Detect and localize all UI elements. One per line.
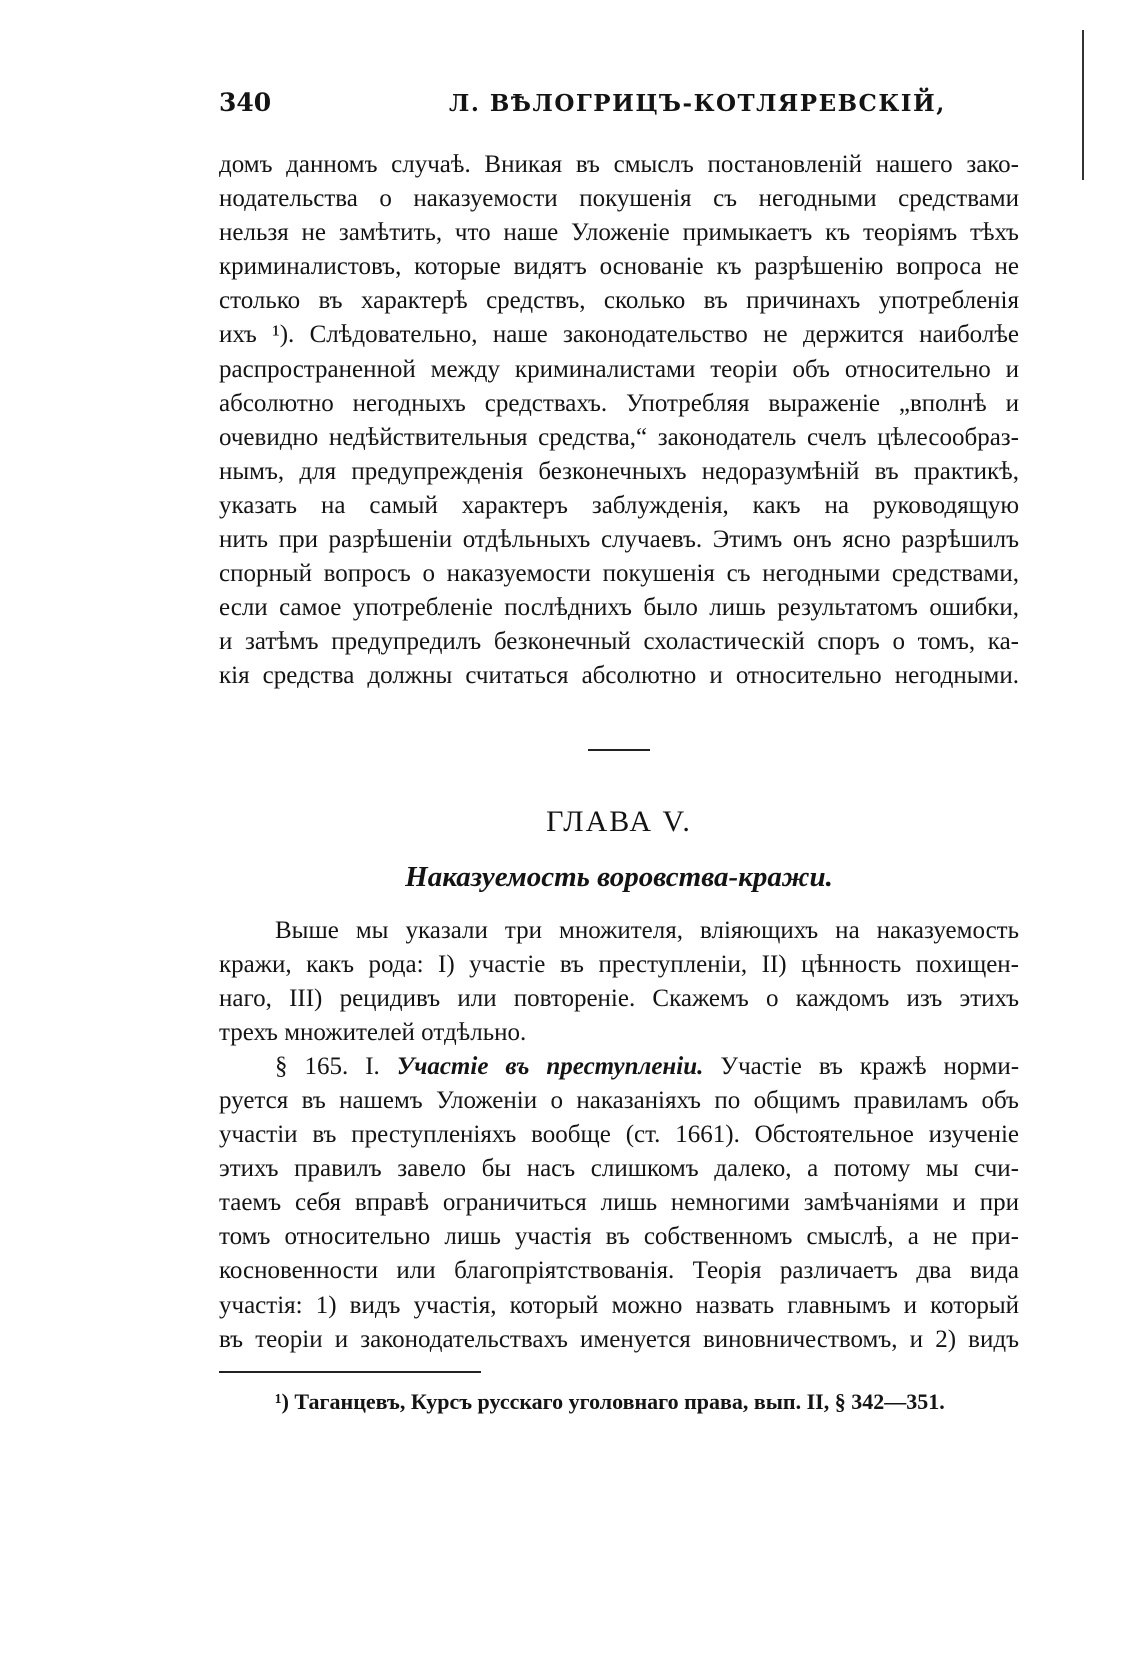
chapter-title: ГЛАВА V. — [546, 804, 692, 838]
text-line: спорный вопросъ о наказуемости покушенія съ негодными средствами, — [219, 560, 1019, 588]
text-line: нымъ, для предупрежденія безконечныхъ недоразумѣній въ практикѣ, — [219, 457, 1019, 485]
text-line: очевидно недѣйствительныя средства,“ законодатель счелъ цѣлесообраз- — [219, 423, 1019, 451]
page-edge-line — [1082, 30, 1084, 180]
section-heading-line — [219, 1050, 1019, 1084]
text-line: руется въ нашемъ Уложеніи о наказаніяхъ по общимъ правиламъ объ — [219, 1086, 1019, 1114]
running-header — [219, 88, 1019, 130]
text-line: криминалистовъ, которые видятъ основаніе къ разрѣшенію вопроса не — [219, 253, 1019, 281]
text-line: участія: 1) видъ участія, который можно назвать главнымъ и который — [219, 1291, 1019, 1319]
text-line: въ теоріи и законодательствахъ именуется виновничествомъ, и 2) видъ — [219, 1325, 1019, 1353]
text-line: распространенной между криминалистами теоріи объ относительно и — [219, 355, 1019, 383]
text-line: столько въ характерѣ средствъ, сколько въ причинахъ употребленія — [219, 287, 1019, 315]
text-line: таемъ себя вправѣ ограничиться лишь немногими замѣчаніями и при — [219, 1189, 1019, 1217]
text-line: этихъ правилъ завело бы насъ слишкомъ далеко, а потому мы счи- — [219, 1155, 1019, 1183]
text-line: нельзя не замѣтить, что наше Уложеніе примыкаетъ къ теоріямъ тѣхъ — [219, 219, 1019, 247]
text-line: нодательства о наказуемости покушенія съ негодными средствами — [219, 185, 1019, 213]
section-mark: § 165. I. — [275, 1052, 380, 1080]
footnote-text: Таганцевъ, Курсъ русскаго уголовнаго права, вып. II, § 342—351. — [294, 1388, 945, 1414]
paragraph-3 — [219, 1050, 1019, 1357]
text-line: косновенности или благопріятствованія. Теорія различаетъ два вида — [219, 1257, 1019, 1285]
text-line: нить при разрѣшеніи отдѣльныхъ случаевъ. Этимъ онъ ясно разрѣшилъ — [219, 526, 1019, 554]
text-line: абсолютно негодныхъ средствахъ. Употребляя выраженіе „вполнѣ и — [219, 389, 1019, 417]
page-number: 340 — [219, 88, 272, 117]
section-divider — [588, 749, 650, 751]
text-line: домъ данномъ случаѣ. Вникая въ смыслъ постановленій нашего зако- — [219, 151, 1019, 178]
chapter-subtitle: Наказуемость воровства-кражи. — [405, 860, 833, 893]
paragraph-1 — [219, 148, 1019, 694]
paragraph-2 — [219, 914, 1019, 1050]
text-line: кражи, какъ рода: I) участіе въ преступленіи, II) цѣнность похищен- — [219, 950, 1019, 978]
section-title: Участіе въ преступленіи. — [396, 1052, 704, 1080]
text-line: Выше мы указали три множителя, вліяющихъ на наказуемость — [275, 916, 1019, 944]
text-line: наго, III) рецидивъ или повтореніе. Скажемъ о каждомъ изъ этихъ — [219, 984, 1019, 1012]
text-fragment: Участіе въ кражѣ норми- — [720, 1052, 1020, 1080]
text-line: кія средства должны считаться абсолютно и относительно негодными. — [219, 662, 1019, 690]
text-line: томъ относительно лишь участія въ собственномъ смыслѣ, а не при- — [219, 1223, 1019, 1251]
text-line: участіи въ преступленіяхъ вообще (ст. 1661). Обстоятельное изученіе — [219, 1121, 1019, 1149]
text-line: указать на самый характеръ заблужденія, какъ на руководящую — [219, 491, 1019, 519]
footnote — [219, 1389, 1019, 1415]
footnote-marker: ¹) — [275, 1388, 289, 1414]
text-line: ихъ ¹). Слѣдовательно, наше законодательство не держится наиболѣе — [219, 321, 1019, 349]
running-title: Л. ВѢЛОГРИЦЪ-КОТЛЯРЕВСКІЙ, — [449, 90, 946, 117]
book-page — [219, 88, 1019, 1415]
text-line: трехъ множителей отдѣльно. — [219, 1018, 527, 1046]
footnote-rule — [219, 1371, 481, 1373]
text-line: если самое употребленіе послѣднихъ было лишь результатомъ ошибки, — [219, 594, 1019, 622]
text-line: и затѣмъ предупредилъ безконечный схоластическій споръ о томъ, ка- — [219, 628, 1019, 656]
